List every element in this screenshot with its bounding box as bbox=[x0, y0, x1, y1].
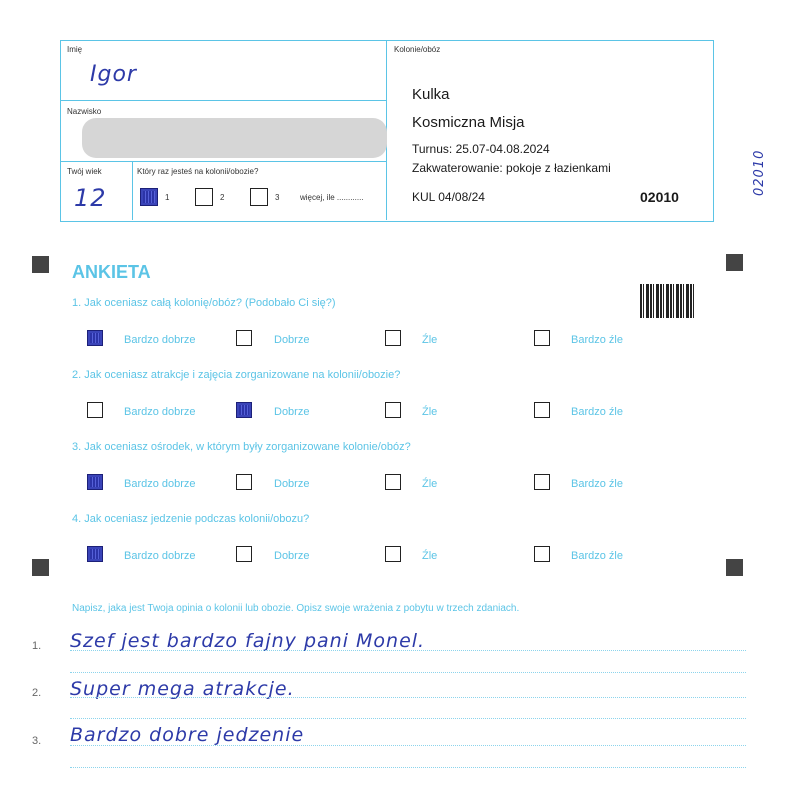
form-number: 02010 bbox=[640, 189, 679, 205]
q1-option-bad-checkbox[interactable] bbox=[385, 330, 401, 346]
camp-org: Kulka bbox=[412, 86, 450, 103]
q3-option-bad-checkbox[interactable] bbox=[385, 474, 401, 490]
q4-option-bad-label: Źle bbox=[422, 550, 438, 562]
q2-option-very-good-checkbox[interactable] bbox=[87, 402, 103, 418]
question-3: 3. Jak oceniasz ośrodek, w którym były zorganizowane kolonie/obóz? bbox=[72, 441, 411, 453]
times-label: Który raz jesteś na kolonii/obozie? bbox=[137, 167, 259, 176]
q2-option-good-checkbox[interactable] bbox=[236, 402, 252, 418]
q2-option-good-label: Dobrze bbox=[274, 406, 310, 418]
opinion-line-1-number: 1. bbox=[32, 640, 42, 652]
q2-option-bad-checkbox[interactable] bbox=[385, 402, 401, 418]
question-4: 4. Jak oceniasz jedzenie podczas kolonii/obozu? bbox=[72, 513, 310, 525]
times-option-more: więcej, ile ............ bbox=[300, 193, 364, 202]
q1-option-good-checkbox[interactable] bbox=[236, 330, 252, 346]
q1-option-very-bad-label: Bardzo źle bbox=[571, 334, 623, 346]
q4-option-good-label: Dobrze bbox=[274, 550, 310, 562]
corner-marker-bottom-left bbox=[32, 559, 49, 576]
turnus: Turnus: 25.07-04.08.2024 bbox=[412, 142, 550, 156]
surname-label: Nazwisko bbox=[67, 107, 102, 116]
q3-option-good-checkbox[interactable] bbox=[236, 474, 252, 490]
q3-option-good-label: Dobrze bbox=[274, 478, 310, 490]
opinion-line-2b-dots bbox=[70, 718, 746, 719]
opinion-line-3-dots bbox=[70, 745, 746, 746]
q2-option-very-bad-checkbox[interactable] bbox=[534, 402, 550, 418]
barcode bbox=[640, 284, 694, 318]
corner-marker-bottom-right bbox=[726, 559, 743, 576]
corner-marker-top-left bbox=[32, 256, 49, 273]
opinion-line-1-text: Szef jest bardzo fajny pani Monel. bbox=[70, 630, 426, 652]
q3-option-very-bad-label: Bardzo źle bbox=[571, 478, 623, 490]
times-option-2: 2 bbox=[220, 193, 225, 202]
survey-title: ANKIETA bbox=[72, 262, 151, 282]
camp-name: Kosmiczna Misja bbox=[412, 114, 525, 131]
q4-option-very-good-checkbox[interactable] bbox=[87, 546, 103, 562]
times-checkbox-3[interactable] bbox=[250, 188, 268, 206]
corner-marker-top-right bbox=[726, 254, 743, 271]
q4-option-bad-checkbox[interactable] bbox=[385, 546, 401, 562]
q1-option-bad-label: Źle bbox=[422, 334, 438, 346]
q2-option-very-bad-label: Bardzo źle bbox=[571, 406, 623, 418]
q3-option-bad-label: Źle bbox=[422, 478, 438, 490]
opinion-line-3b-dots bbox=[70, 767, 746, 768]
opinion-prompt: Napisz, jaka jest Twoja opinia o kolonii lub obozie. Opisz swoje wrażenia z pobytu w trzech zdaniach. bbox=[72, 603, 520, 614]
times-checkbox-1[interactable] bbox=[140, 188, 158, 206]
opinion-line-2-dots bbox=[70, 697, 746, 698]
opinion-line-1-dots bbox=[70, 650, 746, 651]
opinion-line-3-text: Bardzo dobre jedzenie bbox=[70, 724, 305, 746]
q1-option-very-good-checkbox[interactable] bbox=[87, 330, 103, 346]
name-value: Igor bbox=[90, 62, 137, 87]
age-label: Twój wiek bbox=[67, 167, 102, 176]
surname-redaction bbox=[82, 118, 387, 158]
age-value: 12 bbox=[74, 184, 107, 212]
q1-option-very-bad-checkbox[interactable] bbox=[534, 330, 550, 346]
name-divider bbox=[60, 100, 386, 101]
times-option-1: 1 bbox=[165, 193, 170, 202]
opinion-line-2-text: Super mega atrakcje. bbox=[70, 678, 295, 700]
q1-option-good-label: Dobrze bbox=[274, 334, 310, 346]
q3-option-very-bad-checkbox[interactable] bbox=[534, 474, 550, 490]
question-2: 2. Jak oceniasz atrakcje i zajęcia zorganizowane na kolonii/obozie? bbox=[72, 369, 401, 381]
camp-label: Kolonie/obóz bbox=[394, 45, 441, 54]
q4-option-very-bad-label: Bardzo źle bbox=[571, 550, 623, 562]
accommodation: Zakwaterowanie: pokoje z łazienkami bbox=[412, 161, 611, 175]
times-option-3: 3 bbox=[275, 193, 280, 202]
times-checkbox-2[interactable] bbox=[195, 188, 213, 206]
q4-option-very-good-label: Bardzo dobrze bbox=[124, 550, 196, 562]
name-label: Imię bbox=[67, 45, 83, 54]
opinion-line-3-number: 3. bbox=[32, 735, 42, 747]
margin-note: 02010 bbox=[752, 149, 767, 196]
q3-option-very-good-checkbox[interactable] bbox=[87, 474, 103, 490]
q1-option-very-good-label: Bardzo dobrze bbox=[124, 334, 196, 346]
q4-option-very-bad-checkbox[interactable] bbox=[534, 546, 550, 562]
q2-option-bad-label: Źle bbox=[422, 406, 438, 418]
opinion-line-2-number: 2. bbox=[32, 687, 42, 699]
camp-code: KUL 04/08/24 bbox=[412, 190, 485, 204]
question-1: 1. Jak oceniasz całą kolonię/obóz? (Podobało Ci się?) bbox=[72, 297, 336, 309]
q2-option-very-good-label: Bardzo dobrze bbox=[124, 406, 196, 418]
q4-option-good-checkbox[interactable] bbox=[236, 546, 252, 562]
opinion-line-1b-dots bbox=[70, 672, 746, 673]
age-divider bbox=[132, 161, 133, 220]
q3-option-very-good-label: Bardzo dobrze bbox=[124, 478, 196, 490]
surname-divider bbox=[60, 161, 386, 162]
